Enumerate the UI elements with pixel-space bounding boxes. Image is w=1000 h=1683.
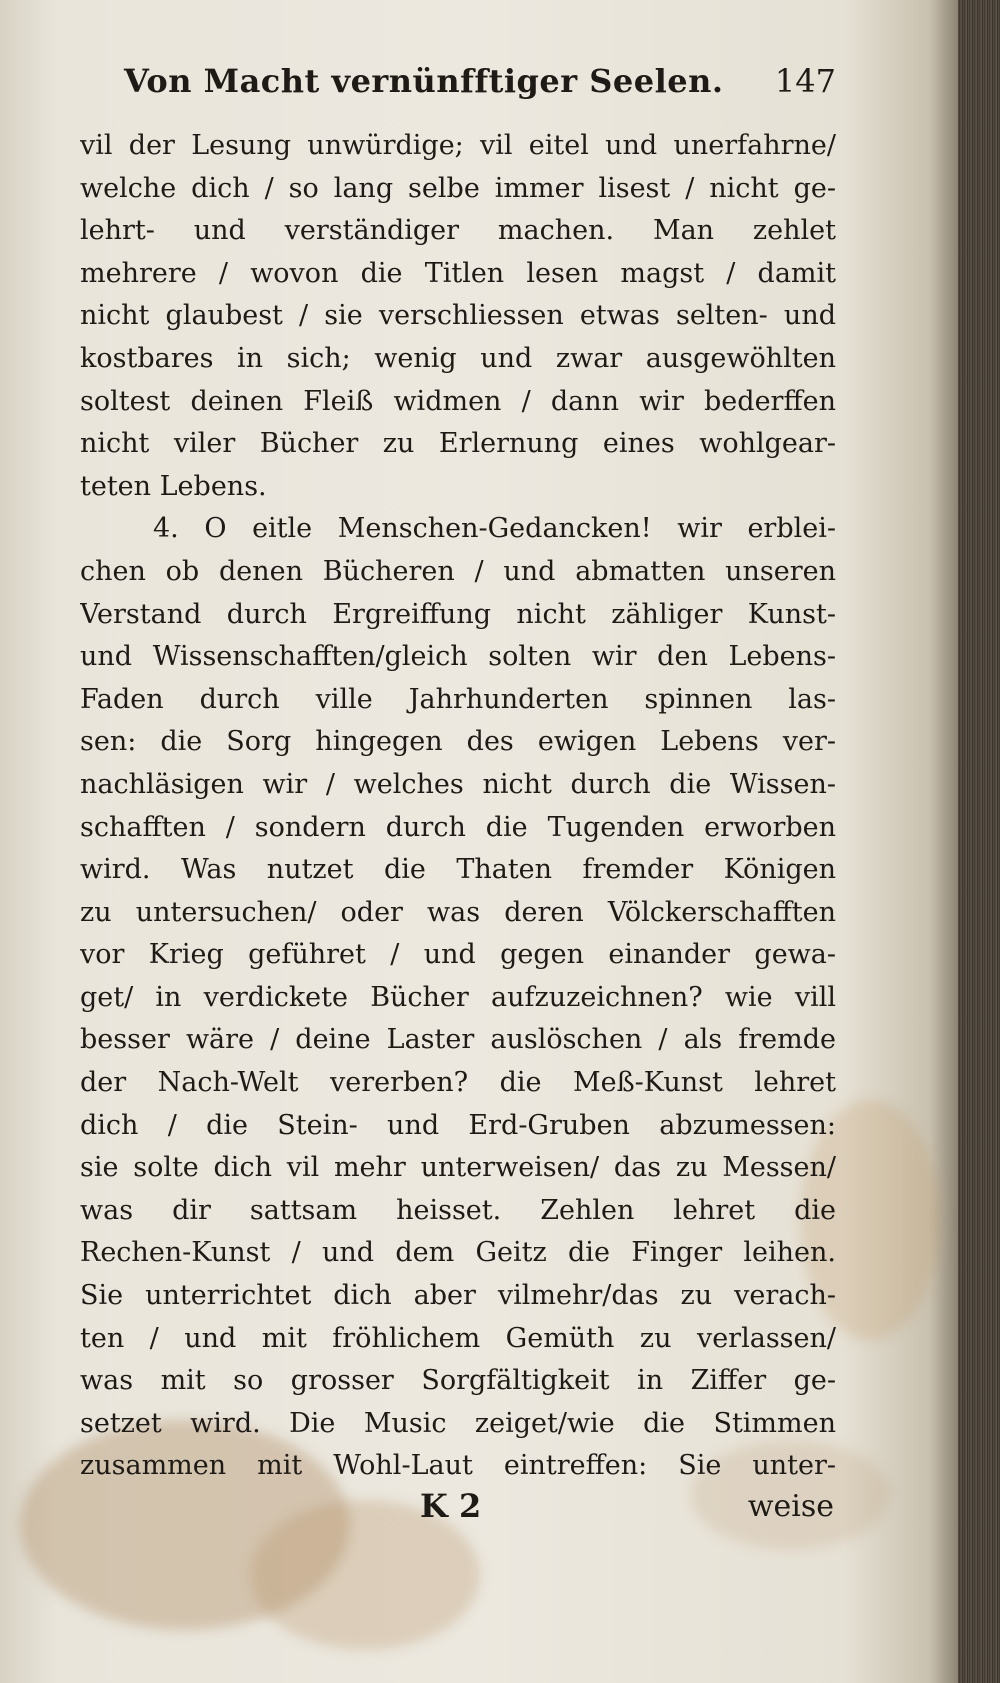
text-line: und Wissenschafften/gleich solten wir den Lebens- <box>80 641 836 673</box>
text-line: get/ in verdickete Bücher aufzuzeichnen? wie vill <box>80 981 836 1013</box>
text-line: welche dich / so lang selbe immer lisest / nicht ge- <box>80 172 836 204</box>
text-line: zu untersuchen/ oder was deren Völckerschafften <box>80 896 836 928</box>
text-line: zusammen mit Wohl-Laut eintreffen: Sie unter- <box>80 1450 836 1482</box>
paragraph-start-line: 4. O eitle Menschen-Gedancken! wir erblei- <box>153 513 836 545</box>
text-line: Sie unterrichtet dich aber vilmehr/das zu verach- <box>80 1280 836 1312</box>
text-line: sen: die Sorg hingegen des ewigen Lebens ver- <box>80 726 836 758</box>
text-line: besser wäre / deine Laster auslöschen / als fremde <box>80 1024 836 1056</box>
text-line: Faden durch ville Jahrhunderten spinnen las- <box>80 683 836 715</box>
catchword: weise <box>747 1489 834 1524</box>
text-line: setzet wird. Die Music zeiget/wie die Stimmen <box>80 1407 836 1439</box>
text-line: kostbares in sich; wenig und zwar ausgewöhlten <box>80 342 836 374</box>
body-text <box>80 125 836 1488</box>
text-line: Rechen-Kunst / und dem Geitz die Finger leihen. <box>80 1237 836 1269</box>
text-line: was dir sattsam heisset. Zehlen lehret die <box>80 1194 836 1226</box>
text-line: der Nach-Welt vererben? die Meß-Kunst lehret <box>80 1067 836 1099</box>
text-line: vil der Lesung unwürdige; vil eitel und unerfahrne/ <box>80 130 836 161</box>
text-line: teten Lebens. <box>80 470 267 502</box>
text-line: lehrt- und verständiger machen. Man zehlet <box>80 215 836 247</box>
text-line: vor Krieg geführet / und gegen einander gewa- <box>80 939 836 971</box>
text-line: Verstand durch Ergreiffung nicht zähliger Kunst- <box>80 598 836 630</box>
text-line: schafften / sondern durch die Tugenden erworben <box>80 811 836 843</box>
page-edges <box>958 0 1000 1683</box>
text-line: nachläsigen wir / welches nicht durch die Wissen- <box>80 768 836 800</box>
running-head: Von Macht vernünfftiger Seelen. <box>124 62 724 100</box>
text-line: wird. Was nutzet die Thaten fremder Königen <box>80 854 836 886</box>
text-line: sie solte dich vil mehr unterweisen/ das zu Messen/ <box>80 1152 836 1184</box>
text-line: nicht viler Bücher zu Erlernung eines wohlgear- <box>80 428 836 460</box>
page-header <box>124 62 836 114</box>
text-line: ten / und mit fröhlichem Gemüth zu verlassen/ <box>80 1322 836 1354</box>
text-line: dich / die Stein- und Erd-Gruben abzumessen: <box>80 1109 836 1141</box>
signature-mark: K 2 <box>420 1487 482 1525</box>
text-line: nicht glaubest / sie verschliessen etwas selten- und <box>80 300 836 332</box>
text-line: mehrere / wovon die Titlen lesen magst / damit <box>80 257 836 289</box>
text-line: chen ob denen Bücheren / und abmatten unseren <box>80 555 836 587</box>
text-line: was mit so grosser Sorgfältigkeit in Ziffer ge- <box>80 1365 836 1397</box>
page-number: 147 <box>774 62 836 100</box>
text-line: soltest deinen Fleiß widmen / dann wir bederffen <box>80 385 836 417</box>
